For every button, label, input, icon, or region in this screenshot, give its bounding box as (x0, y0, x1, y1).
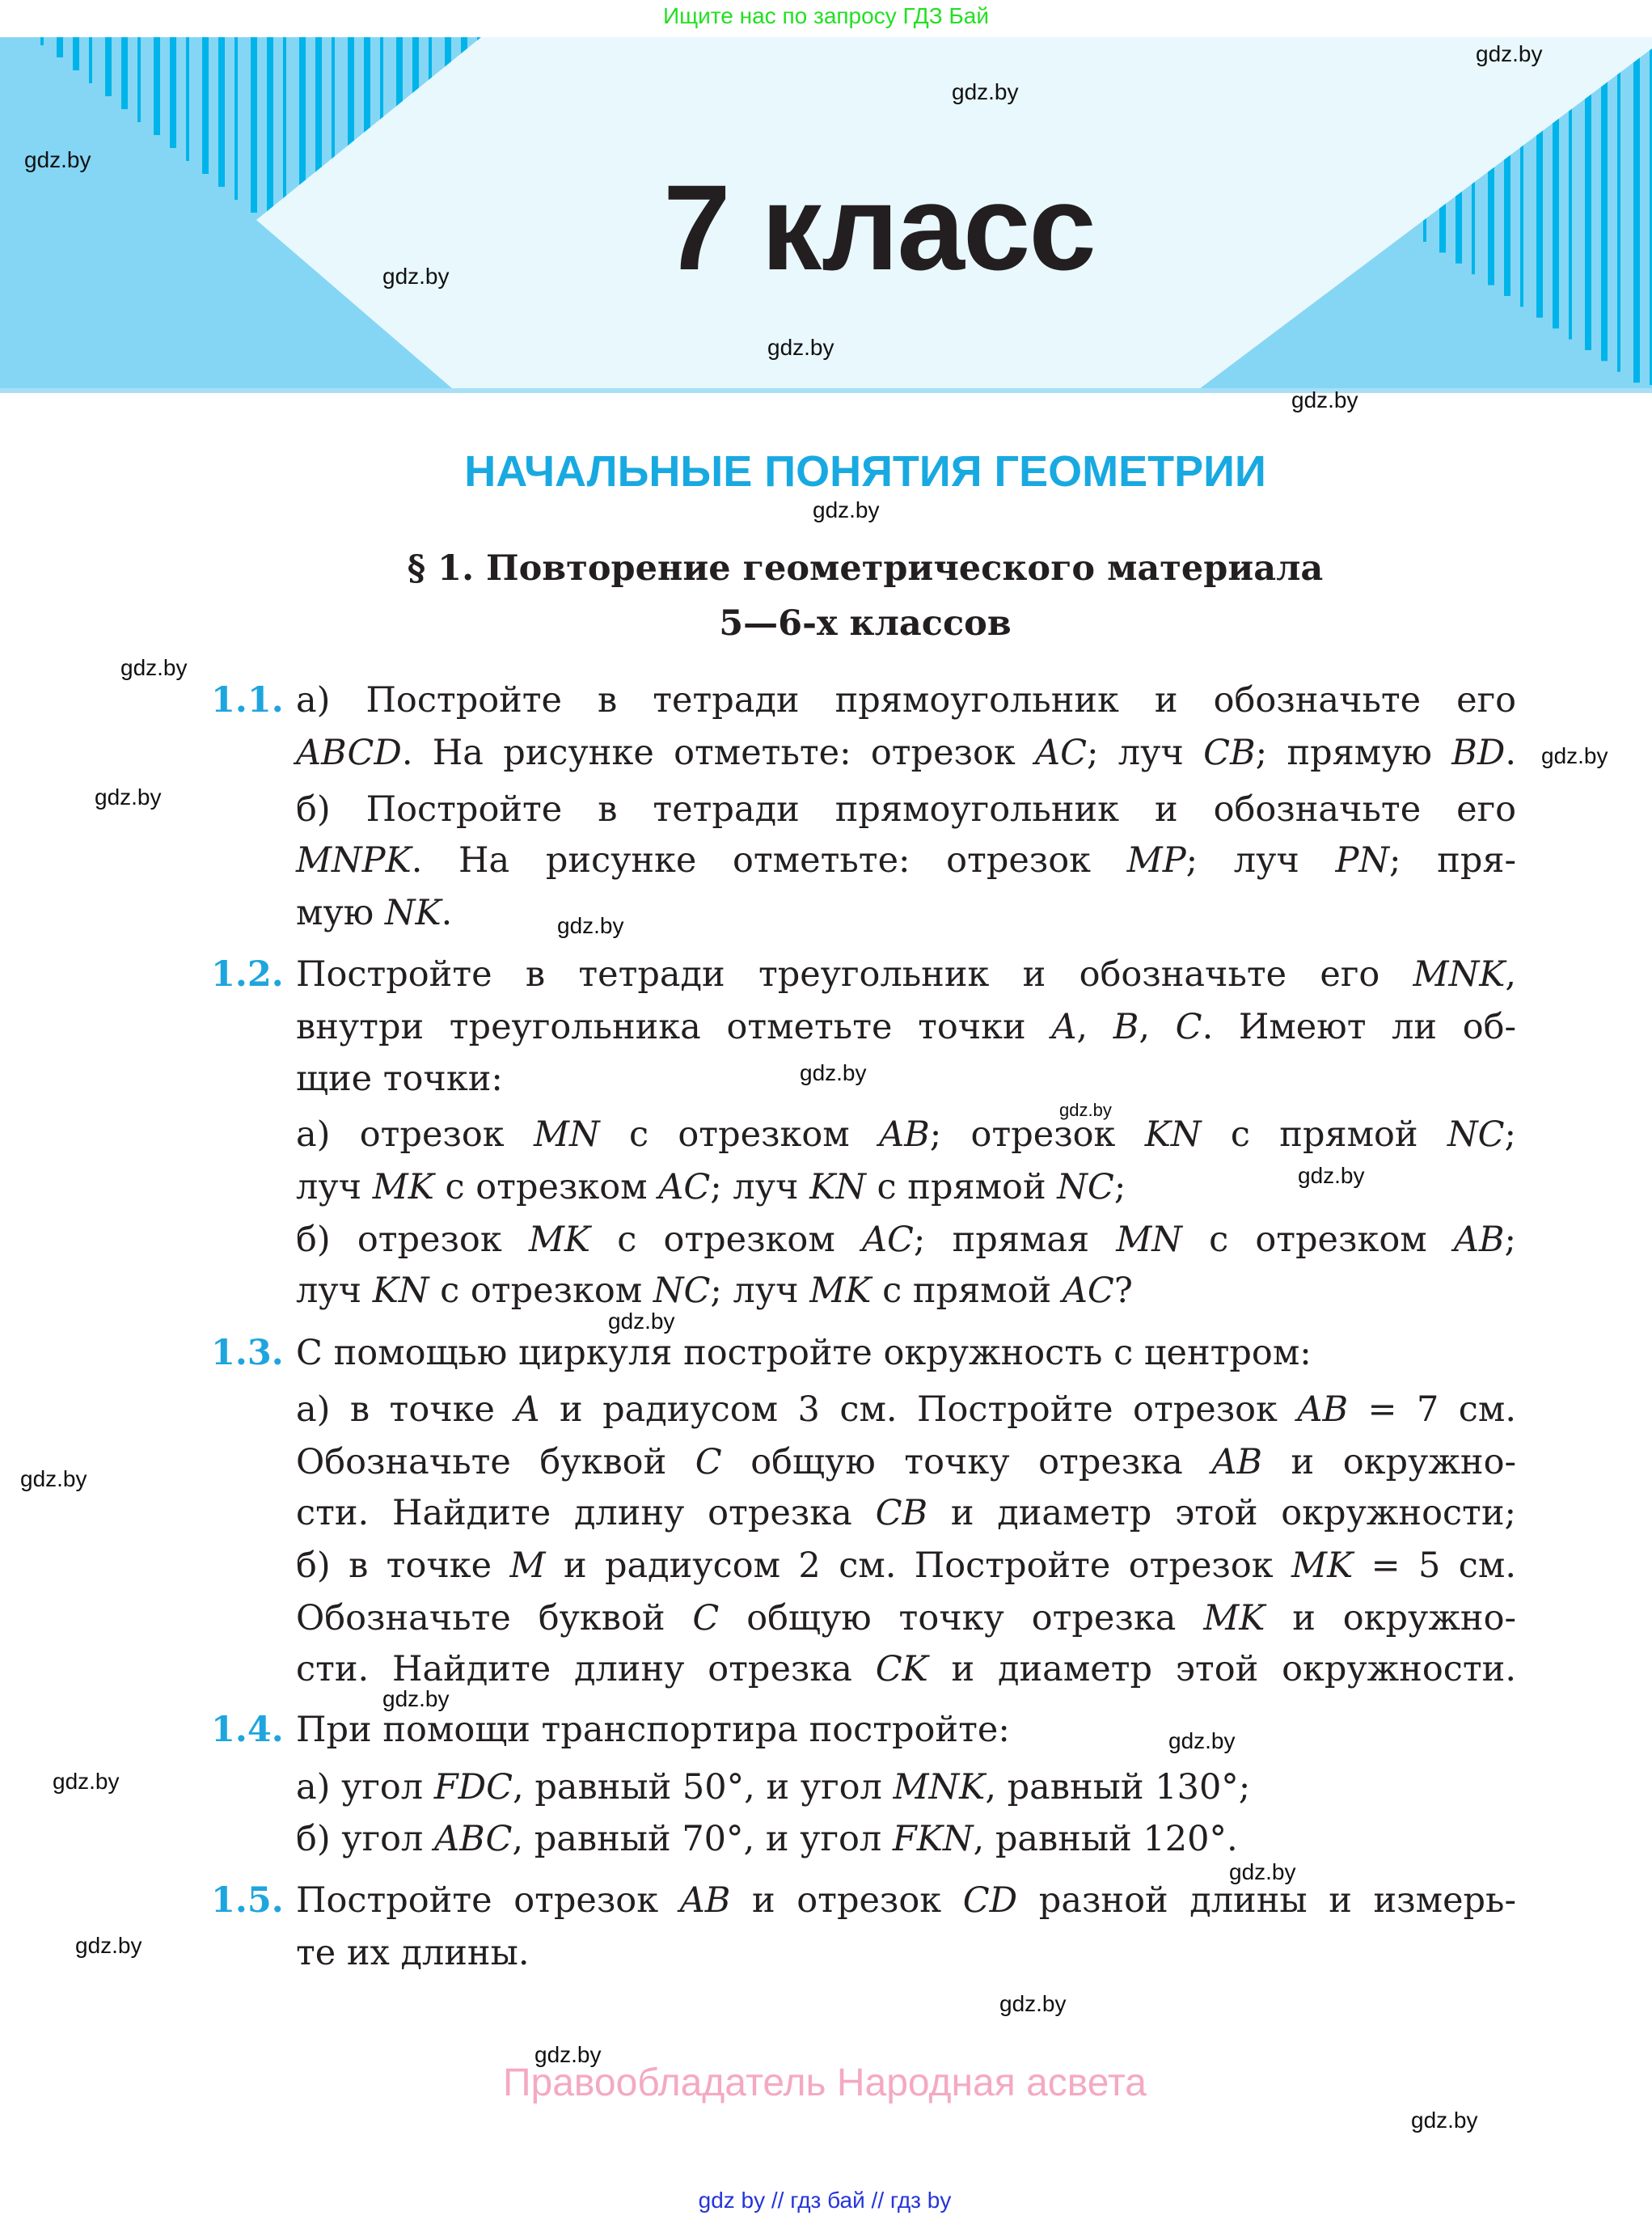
math-label: MK (1291, 1545, 1354, 1586)
watermark: gdz.by (952, 79, 1019, 104)
math-label: AB (1453, 1220, 1505, 1260)
watermark: gdz.by (800, 1060, 867, 1085)
math-label: KN (809, 1167, 866, 1207)
exercise-line: б) угол ABC, равный 70°, и угол FKN, равный 120°. (296, 1819, 1238, 1859)
exercise-line: Постройте в тетради треугольник и обозначьте его MNK, (296, 954, 1516, 995)
watermark: gdz.by (24, 147, 91, 172)
math-label: NC (1447, 1114, 1505, 1155)
exercise-line: При помощи транспортира постройте: (296, 1710, 1010, 1750)
watermark: gdz.by (53, 1769, 120, 1794)
banner-stripe (89, 37, 92, 83)
exercise-line: MNPK. На рисунке отметьте: отрезок MP; луч PN; пря- (296, 840, 1517, 881)
watermark: gdz.by (1168, 1728, 1236, 1753)
math-label: C (695, 1442, 722, 1482)
exercise-line: сти. Найдите длину отрезка CK и диаметр этой окружности. (296, 1649, 1516, 1689)
math-label: AC (861, 1220, 914, 1260)
math-label: MK (1203, 1598, 1265, 1638)
watermark: gdz.by (382, 264, 450, 289)
exercise-line: луч KN с отрезком NC; луч MK с прямой AC? (296, 1271, 1133, 1311)
watermark: gdz.by (20, 1466, 87, 1491)
banner-stripe (186, 37, 189, 161)
banner-stripe (105, 37, 112, 96)
watermark: gdz.by (1541, 743, 1608, 768)
exercise-line: С помощью циркуля постройте окружность с центром: (296, 1333, 1312, 1373)
math-label: CK (875, 1649, 928, 1689)
math-label: CD (962, 1880, 1018, 1921)
watermark: gdz.by (1298, 1163, 1365, 1188)
chapter-title: НАЧАЛЬНЫЕ ПОНЯТИЯ ГЕОМЕТРИИ (464, 447, 1266, 496)
watermark: gdz.by (1291, 387, 1358, 412)
watermark: gdz.by (95, 784, 162, 810)
math-label: A (514, 1389, 540, 1430)
banner-stripe (154, 37, 160, 135)
math-label: MK (809, 1271, 872, 1311)
math-label: ABCD (296, 733, 402, 773)
exercise-line: Обозначьте буквой C общую точку отрезка MK и окружно- (296, 1598, 1516, 1638)
math-label: KN (1144, 1114, 1202, 1155)
math-label: FDC (433, 1767, 513, 1808)
exercise-line: а) в точке A и радиусом 3 см. Постройте отрезок AB = 7 см. (296, 1389, 1517, 1430)
math-label: PN (1335, 840, 1390, 881)
watermark: gdz.by (382, 1686, 450, 1711)
exercise-line: луч MK с отрезком AC; луч KN с прямой NC; (296, 1167, 1126, 1207)
math-label: NK (384, 893, 442, 933)
banner-stripe (40, 37, 44, 45)
math-label: AC (1062, 1271, 1114, 1311)
exercise-line: сти. Найдите длину отрезка CB и диаметр этой окружности; (296, 1493, 1516, 1533)
math-label: C (692, 1598, 720, 1638)
math-label: MP (1126, 840, 1186, 881)
math-label: AB (1211, 1442, 1262, 1482)
math-label: MN (533, 1114, 600, 1155)
exercise-number: 1.2. (211, 954, 284, 995)
math-label: M (509, 1545, 546, 1586)
exercise-line: б) отрезок MK с отрезком AC; прямая MN с отрезком AB; (296, 1220, 1516, 1260)
exercise-line: а) отрезок MN с отрезком AB; отрезок KN с прямой NC; (296, 1114, 1516, 1155)
watermark: gdz.by (767, 335, 834, 360)
math-label: AB (679, 1880, 731, 1921)
exercise-number: 1.5. (211, 1880, 284, 1921)
watermark: gdz.by (813, 497, 880, 522)
banner-stripe (137, 37, 141, 122)
exercise-line: б) Постройте в тетради прямоугольник и обозначьте его (296, 789, 1516, 830)
math-label: MNPK (296, 840, 412, 881)
math-label: B (1113, 1007, 1139, 1047)
math-label: MNK (893, 1767, 986, 1808)
math-label: ABC (434, 1819, 513, 1859)
math-label: NC (653, 1271, 711, 1311)
exercise-line: Постройте отрезок AB и отрезок CD разной длины и измерь- (296, 1880, 1516, 1921)
watermark: gdz.by (1476, 41, 1543, 66)
math-label: AC (1035, 733, 1088, 773)
watermark: gdz.by (557, 913, 624, 938)
banner-stripe (170, 37, 176, 148)
watermark: gdz.by (1229, 1859, 1296, 1884)
search-hint: Ищите нас по запросу ГДЗ Бай (662, 3, 990, 28)
watermark: gdz.by (1411, 2108, 1478, 2133)
watermark: gdz.by (120, 655, 188, 680)
math-label: AC (658, 1167, 711, 1207)
exercise-number: 1.4. (211, 1710, 284, 1750)
rights-holder-notice: Правообладатель Народная асвета (503, 2061, 1147, 2104)
footer-links[interactable]: gdz by // гдз бай // гдз by (698, 2188, 952, 2213)
exercise-line: а) угол FDC, равный 50°, и угол MNK, равный 130°; (296, 1767, 1251, 1808)
section-title-line-1: § 1. Повторение геометрического материала (407, 548, 1324, 589)
math-label: A (1051, 1007, 1077, 1047)
exercise-number: 1.3. (211, 1333, 284, 1373)
math-label: NC (1057, 1167, 1114, 1207)
math-label: BD (1451, 733, 1506, 773)
section-title-line-2: 5—6-х классов (719, 603, 1012, 644)
banner-stripe (57, 37, 63, 57)
exercise-line: ABCD. На рисунке отметьте: отрезок AC; луч CB; прямую BD. (296, 733, 1516, 773)
exercise-number: 1.1. (211, 680, 284, 721)
exercise-line: внутри треугольника отметьте точки A, B, C. Имеют ли об- (296, 1007, 1517, 1047)
watermark: gdz.by (1059, 1100, 1112, 1120)
exercise-line: те их длины. (296, 1933, 530, 1973)
exercise-line: щие точки: (296, 1059, 503, 1099)
math-label: MK (528, 1220, 591, 1260)
banner-stripe (73, 37, 79, 70)
math-label: MN (1116, 1220, 1182, 1260)
exercise-line: мую NK. (296, 893, 453, 933)
math-label: KN (372, 1271, 429, 1311)
math-label: CB (875, 1493, 928, 1533)
banner-stripe (121, 37, 128, 109)
banner-stripe (202, 37, 209, 174)
math-label: MK (372, 1167, 434, 1207)
watermark: gdz.by (608, 1309, 675, 1334)
math-label: C (1175, 1007, 1202, 1047)
watermark: gdz.by (534, 2042, 602, 2067)
math-label: AB (879, 1114, 930, 1155)
exercise-line: б) в точке M и радиусом 2 см. Постройте отрезок MK = 5 см. (296, 1545, 1517, 1586)
math-label: CB (1203, 733, 1256, 773)
exercise-line: Обозначьте буквой C общую точку отрезка AB и окружно- (296, 1442, 1516, 1482)
banner-bottom-edge (0, 388, 1652, 393)
watermark: gdz.by (75, 1933, 142, 1958)
grade-title: 7 класс (663, 159, 1095, 295)
math-label: FKN (892, 1819, 974, 1859)
exercise-line: а) Постройте в тетради прямоугольник и обозначьте его (296, 680, 1516, 721)
watermark: gdz.by (999, 1991, 1067, 2016)
math-label: AB (1297, 1389, 1349, 1430)
math-label: MNK (1413, 954, 1506, 995)
